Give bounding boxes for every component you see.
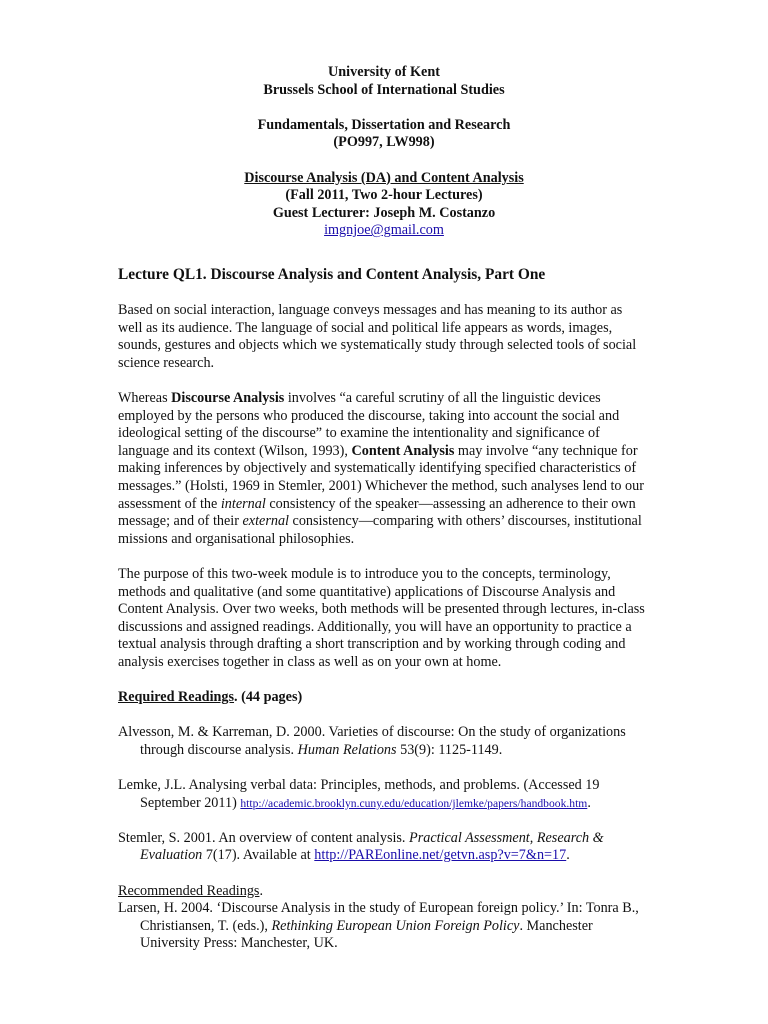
- school-name: Brussels School of International Studies: [263, 81, 505, 98]
- purpose-paragraph: The purpose of this two-week module is to introduce you to the concepts, terminology, methods and qualitative (and some quantitative) applications of Discourse Analysis and Content Analysis. Over two weeks, both methods will be presented through lectures, in-class discussions and assigned readings. Additionally, you will have an opportunity to practice a textual analysis through drafting a short transcription and by working through coding and analysis exercises together in class as well as on your own at home.: [118, 565, 645, 670]
- course-codes: (PO997, LW998): [333, 134, 435, 151]
- lecture-title: Lecture QL1. Discourse Analysis and Content Analysis, Part One: [118, 266, 546, 283]
- module-title: Discourse Analysis (DA) and Content Analysis: [244, 169, 524, 186]
- pareonline-link[interactable]: http://PAREonline.net/getvn.asp?v=7&n=17: [314, 847, 567, 864]
- course-title: Fundamentals, Dissertation and Research: [257, 116, 511, 133]
- intro-paragraph: Based on social interaction, language conveys messages and has meaning to its author as well as its audience. The language of social and political life appears as words, images, sounds, gestures and objects which we systematically study through selected tools of social science research.: [118, 302, 637, 371]
- required-readings-heading: Required Readings. (44 pages): [118, 689, 303, 706]
- email-link[interactable]: imgnjoe@gmail.com: [324, 222, 444, 239]
- lemke-link[interactable]: http://academic.brooklyn.cuny.edu/education/jlemke/papers/handbook.htm: [240, 796, 588, 810]
- document-body: [118, 266, 650, 953]
- content-analysis-term: Content Analysis: [351, 442, 455, 459]
- university-name: University of Kent: [328, 64, 440, 80]
- definitions-paragraph: Whereas Discourse Analysis involves “a careful scrutiny of all the linguistic devices employed by the persons who produced the discourse, taking into account the social and ideological setting of the discourse” to examine the intentionality and significance of language and its context (Wilson, 1993), Content Analysis may involve “any technique for making inferences by objectively and systematically identifying specified characteristics of messages.” (Holsti, 1969 in Stemler, 2001) Whichever the method, such analyses lend to our assessment of the internal consistency of the speaker—assessing an adherence to their own message; and of their external consistency—comparing with others’ discourses, institutional missions and organisational philosophies.: [118, 389, 644, 547]
- reference-item: Lemke, J.L. Analysing verbal data: Principles, methods, and problems. (Accessed 19 September 2011) http://academic.brooklyn.cuny.edu/education/jlemke/papers/handbook.htm.: [118, 777, 600, 811]
- reference-item: Alvesson, M. & Karreman, D. 2000. Varieties of discourse: On the study of organizations through discourse analysis. Human Relations 53(9): 1125-1149.: [118, 724, 626, 758]
- document-header: [0, 64, 768, 240]
- reference-item: Stemler, S. 2001. An overview of content analysis. Practical Assessment, Research & Evaluation 7(17). Available at http://PAREonline.net/getvn.asp?v=7&n=17.: [118, 829, 604, 864]
- reference-item: Larsen, H. 2004. ‘Discourse Analysis in the study of European foreign policy.’ In: Tonra B., Christiansen, T. (eds.), Rethinking European Union Foreign Policy. Manchester University Press: Manchester, UK.: [118, 900, 639, 952]
- term-info: (Fall 2011, Two 2-hour Lectures): [285, 187, 483, 204]
- recommended-readings-heading: Recommended Readings.: [118, 882, 263, 899]
- lecturer-name: Guest Lecturer: Joseph M. Costanzo: [272, 204, 496, 221]
- discourse-analysis-term: Discourse Analysis: [171, 389, 285, 406]
